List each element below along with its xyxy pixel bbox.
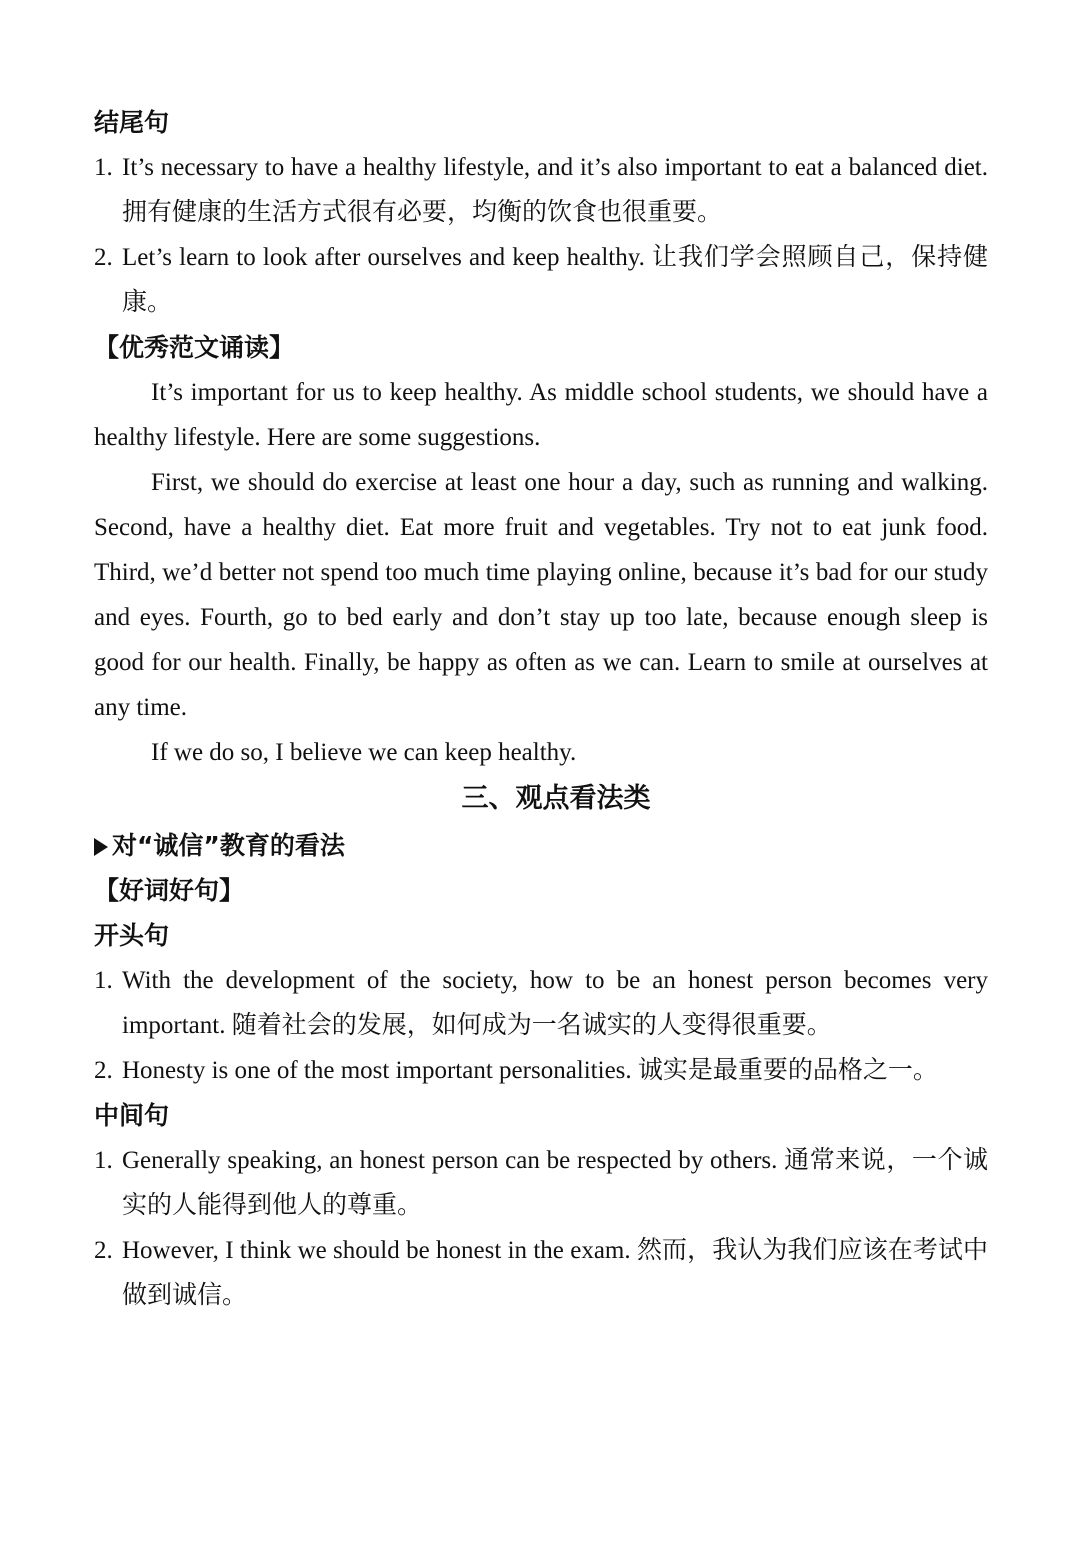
item-number: 1.: [94, 967, 113, 994]
opening-sentences-heading: 开头句: [94, 921, 170, 950]
good-phrases-heading: 【好词好句】: [94, 876, 245, 905]
item-number: 2.: [94, 1057, 113, 1084]
topic-text: 对“诚信”教育的看法: [112, 831, 345, 860]
document-page: [94, 100, 988, 1318]
middle-item-2: [94, 1228, 988, 1318]
ending-sentences-heading: 结尾句: [94, 108, 170, 137]
item-text: Generally speaking, an honest person can be respected by others. 通常来说，一个诚实的人能得到他人的尊重。: [122, 1147, 988, 1219]
topic-heading: [94, 823, 988, 868]
item-text: Let’s learn to look after ourselves and keep healthy. 让我们学会照顾自己，保持健康。: [122, 244, 988, 316]
opening-item-2: [94, 1048, 988, 1093]
item-text: However, I think we should be honest in the exam. 然而，我认为我们应该在考试中做到诚信。: [122, 1237, 988, 1309]
opening-item-1: [94, 958, 988, 1048]
essay-paragraph-3: If we do so, I believe we can keep healthy.: [151, 739, 577, 766]
middle-item-1: [94, 1138, 988, 1228]
essay-paragraph-2: First, we should do exercise at least one hour a day, such as running and walking. Second, have a healthy diet. Eat more fruit and vegetables. Try not to eat junk food. Third, we’d better not spend too much time playing online, because it’s bad for our study and eyes. Fourth, go to bed early and don’t stay up too late, because enough sleep is good for our health. Finally, be happy as often as we can. Learn to smile at ourselves at any time.: [94, 469, 988, 721]
essay-paragraph-1: It’s important for us to keep healthy. As middle school students, we should have a healthy lifestyle. Here are some suggestions.: [94, 379, 988, 451]
section-title: 三、观点看法类: [461, 783, 651, 814]
item-text: It’s necessary to have a healthy lifestyle, and it’s also important to eat a balanced diet. 拥有健康的生活方式很有必要，均衡的饮食也很重要。: [122, 154, 988, 226]
triangle-bullet-icon: [94, 838, 108, 856]
middle-sentences-heading: 中间句: [94, 1101, 170, 1130]
item-number: 1.: [94, 1147, 113, 1174]
item-number: 2.: [94, 244, 113, 271]
item-number: 1.: [94, 154, 113, 181]
model-essay-heading: 【优秀范文诵读】: [94, 333, 295, 362]
ending-item-1: [94, 145, 988, 235]
item-number: 2.: [94, 1237, 113, 1264]
item-text: With the development of the society, how to be an honest person becomes very important. 随着社会的发展，如何成为一名诚实的人变得很重要。: [122, 967, 988, 1039]
ending-item-2: [94, 235, 988, 325]
item-text: Honesty is one of the most important personalities. 诚实是最重要的品格之一。: [122, 1057, 938, 1084]
